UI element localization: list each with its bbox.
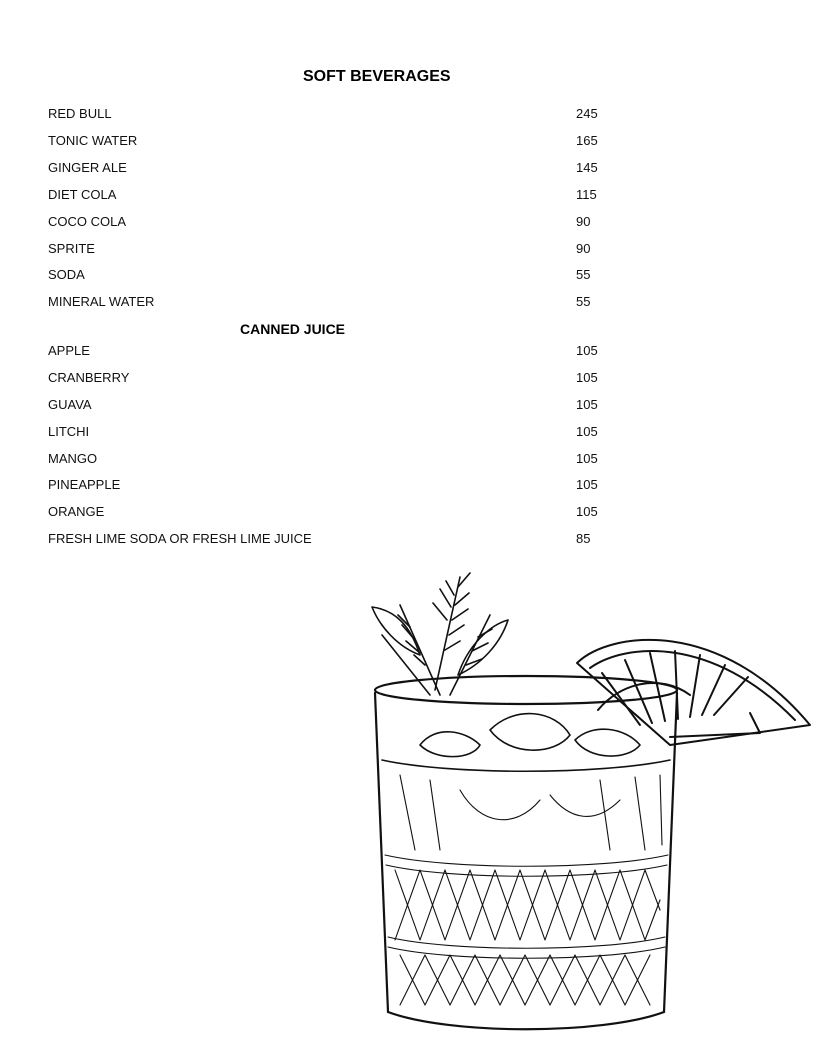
item-price: 115 [576, 187, 597, 202]
item-price: 105 [576, 424, 598, 439]
item-name: SODA [48, 267, 85, 282]
item-name: ORANGE [48, 504, 105, 519]
menu-item [48, 265, 608, 285]
item-name: PINEAPPLE [48, 477, 121, 492]
item-name: MINERAL WATER [48, 294, 155, 309]
menu-item [48, 475, 608, 495]
menu-item [48, 368, 608, 388]
item-price: 105 [576, 397, 598, 412]
item-price: 245 [576, 106, 598, 121]
menu-item [48, 292, 608, 312]
item-price: 105 [576, 370, 598, 385]
item-name: GUAVA [48, 397, 92, 412]
item-name: SPRITE [48, 241, 95, 256]
menu-item [48, 449, 608, 469]
item-price: 165 [576, 133, 598, 148]
canned-juice-heading: CANNED JUICE [240, 321, 346, 337]
item-name: FRESH LIME SODA OR FRESH LIME JUICE [48, 531, 312, 546]
menu-item [48, 341, 608, 361]
menu-item [48, 395, 608, 415]
item-name: GINGER ALE [48, 160, 127, 175]
item-price: 55 [576, 294, 591, 309]
item-name: COCO COLA [48, 214, 127, 229]
menu-item [48, 239, 608, 259]
item-price: 90 [576, 214, 591, 229]
menu-item [48, 131, 608, 151]
item-name: APPLE [48, 343, 90, 358]
item-price: 105 [576, 451, 598, 466]
item-name: TONIC WATER [48, 133, 138, 148]
item-name: LITCHI [48, 424, 90, 439]
item-price: 105 [576, 477, 598, 492]
item-price: 105 [576, 343, 598, 358]
glass-facet-pattern [385, 775, 668, 1005]
item-price: 55 [576, 267, 591, 282]
soft-beverages-heading: SOFT BEVERAGES [303, 68, 451, 85]
item-price: 90 [576, 241, 591, 256]
item-name: RED BULL [48, 106, 112, 121]
menu-item [48, 104, 608, 124]
item-name: CRANBERRY [48, 370, 130, 385]
menu-item [48, 158, 608, 178]
menu-item [48, 185, 608, 205]
menu-item [48, 502, 608, 522]
item-price: 105 [576, 504, 598, 519]
cocktail-glass-illustration [340, 565, 812, 1055]
menu-item [48, 212, 608, 232]
item-name: MANGO [48, 451, 98, 466]
menu-item [48, 422, 608, 442]
item-price: 145 [576, 160, 598, 175]
item-name: DIET COLA [48, 187, 117, 202]
menu-item [48, 529, 608, 549]
item-price: 85 [576, 531, 591, 546]
